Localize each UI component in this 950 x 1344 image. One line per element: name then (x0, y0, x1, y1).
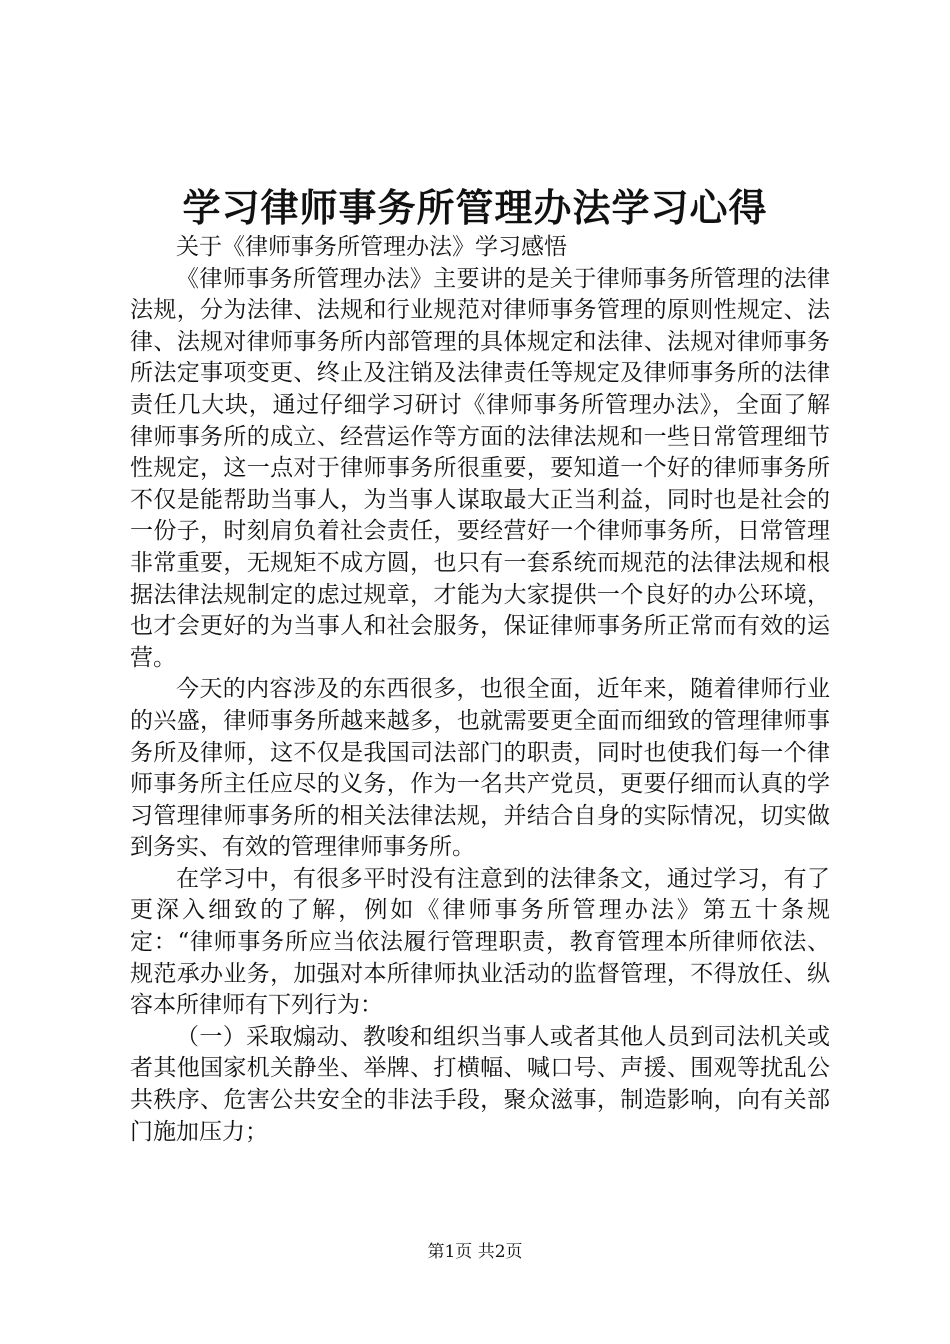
body-paragraph: 在学习中，有很多平时没有注意到的法律条文，通过学习，有了更深入细致的了解，例如《律师事务所管理办法》第五十条规定：“律师事务所应当依法履行管理职责，教育管理本所律师依法、规范承办业务，加强对本所律师执业活动的监督管理，不得放任、纵容本所律师有下列行为： (130, 865, 830, 1019)
subtitle-paragraph: 关于《律师事务所管理办法》学习感悟 (176, 234, 567, 260)
body-paragraph: 今天的内容涉及的东西很多，也很全面，近年来，随着律师行业的兴盛，律师事务所越来越多，也就需要更全面而细致的管理律师事务所及律师，这不仅是我国司法部门的职责，同时也使我们每一个律师事务所主任应尽的义务，作为一名共产党员，更要仔细而认真的学习管理律师事务所的相关法律法规，并结合自身的实际情况，切实做到务实、有效的管理律师事务所。 (130, 676, 830, 861)
document-title: 学习律师事务所管理办法学习心得 (182, 186, 768, 230)
document-body (130, 232, 830, 1148)
page-footer: 第1页 共2页 (427, 1242, 523, 1262)
body-paragraph: 《律师事务所管理办法》主要讲的是关于律师事务所管理的法律法规，分为法律、法规和行业规范对律师事务管理的原则性规定、法律、法规对律师事务所内部管理的具体规定和法律、法规对律师事务所法定事项变更、终止及注销及法律责任等规定及律师事务所的法律责任几大块，通过仔细学习研讨《律师事务所管理办法》，全面了解律师事务所的成立、经营运作等方面的法律法规和一些日常管理细节性规定，这一点对于律师事务所很重要，要知道一个好的律师事务所不仅是能帮助当事人，为当事人谋取最大正当利益，同时也是社会的一份子，时刻肩负着社会责任，要经营好一个律师事务所，日常管理非常重要，无规矩不成方圆，也只有一套系统而规范的法律法规和根据法律法规制定的虑过规章，才能为大家提供一个良好的办公环境，也才会更好的为当事人和社会服务，保证律师事务所正常而有效的运营。 (130, 265, 830, 671)
list-item-paragraph: （一）采取煽动、教唆和组织当事人或者其他人员到司法机关或者其他国家机关静坐、举牌、打横幅、喊口号、声援、围观等扰乱公共秩序、危害公共安全的非法手段，聚众滋事，制造影响，向有关部门施加压力； (130, 1023, 830, 1145)
